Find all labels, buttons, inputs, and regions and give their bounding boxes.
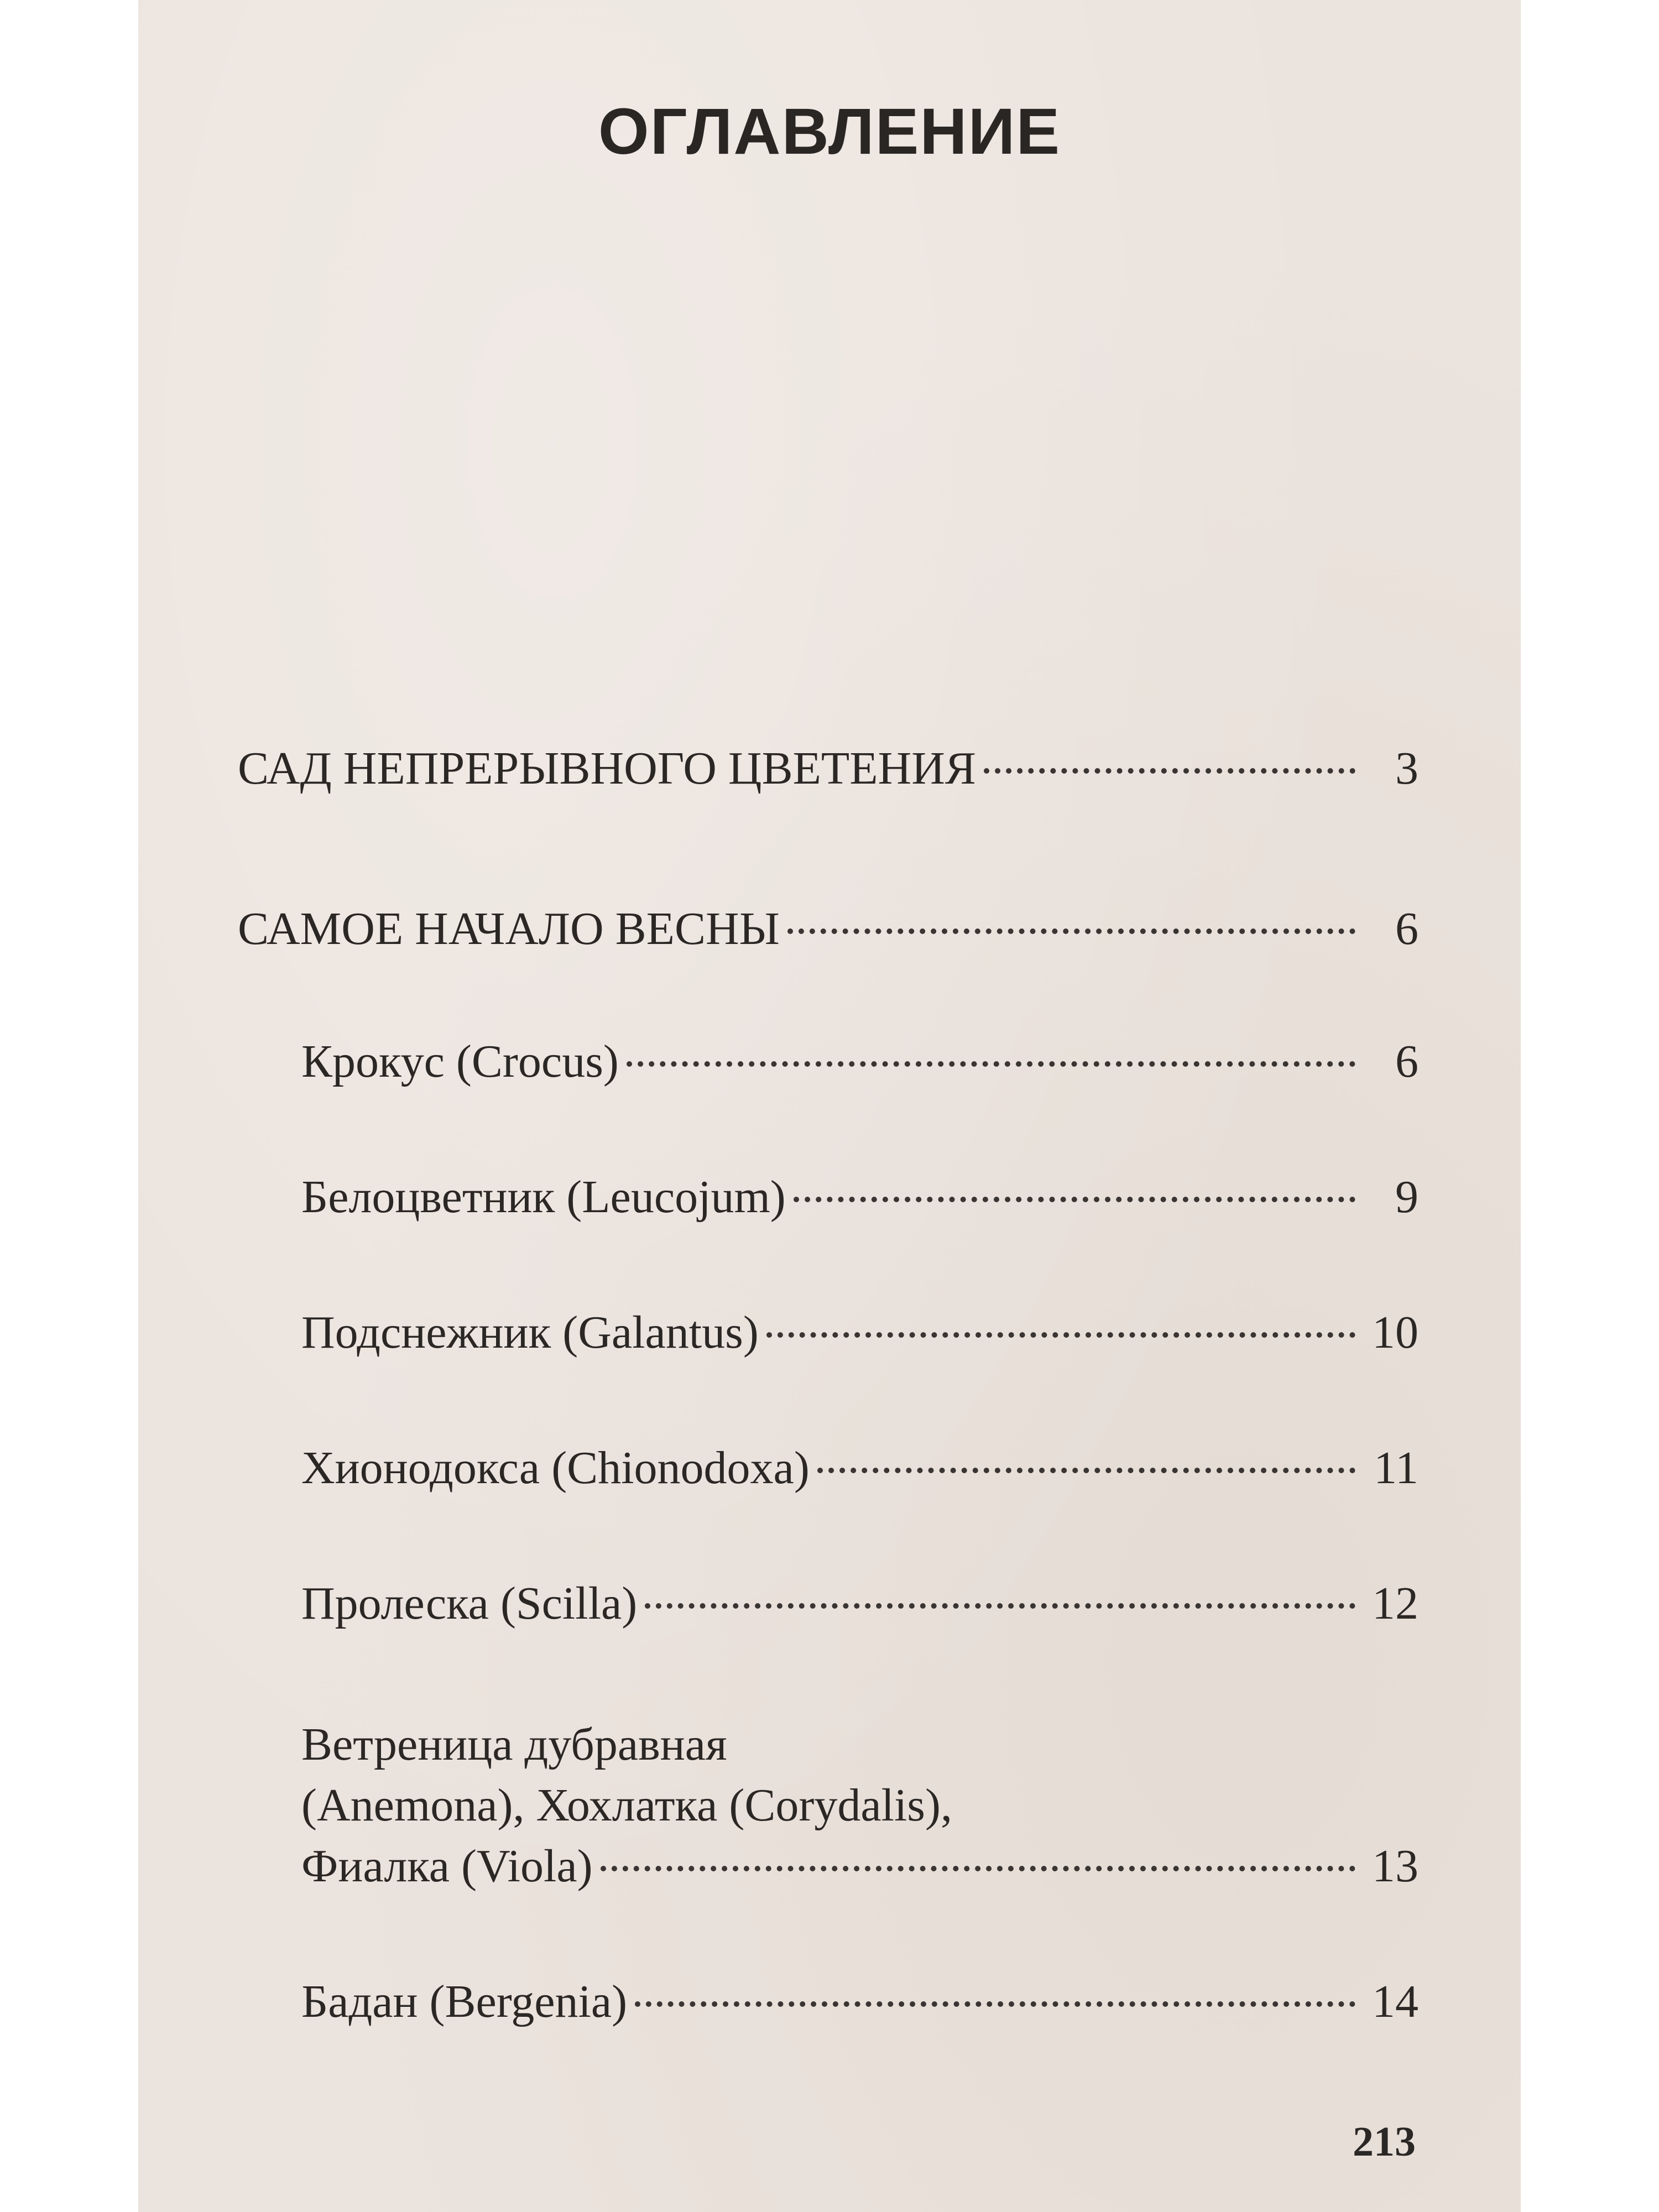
- toc-entry-page-number: 6: [1395, 1036, 1418, 1087]
- toc-entry-page-number: 11: [1374, 1442, 1418, 1494]
- toc-entry-label: Бадан (Bergenia): [301, 1976, 628, 2027]
- toc-entry-chionodoxa: [301, 1438, 1418, 1499]
- toc-entry-page-number: 3: [1395, 743, 1418, 794]
- dot-leader: [984, 768, 1355, 774]
- table-of-contents: [238, 0, 1418, 2212]
- toc-entry-label: Подснежник (Galantus): [301, 1307, 759, 1358]
- dot-leader: [817, 1468, 1355, 1473]
- toc-entry-page-number: 12: [1372, 1578, 1418, 1629]
- toc-entry-galantus: [301, 1302, 1418, 1363]
- toc-entry-page-number: 14: [1372, 1976, 1418, 2027]
- dot-leader: [645, 1603, 1355, 1609]
- toc-entry-section-1: [238, 738, 1418, 799]
- dot-leader: [787, 928, 1355, 934]
- toc-entry-crocus: [301, 1031, 1418, 1092]
- toc-entry-label: САМОЕ НАЧАЛО ВЕСНЫ: [238, 903, 780, 954]
- toc-entry-scilla: [301, 1573, 1418, 1634]
- dot-leader: [794, 1197, 1355, 1202]
- toc-entry-label-line-3: Фиалка (Viola): [301, 1840, 593, 1892]
- toc-entry-label: Хионодокса (Chionodoxa): [301, 1442, 810, 1494]
- toc-entry-bergenia: [301, 1971, 1418, 2032]
- toc-entry-label-line-1: Ветреница дубравная: [301, 1719, 727, 1770]
- toc-entry-page-number: 13: [1372, 1840, 1418, 1892]
- dot-leader: [635, 2001, 1355, 2007]
- toc-entry-label-line-2: (Anemona), Хохлатка (Corydalis),: [301, 1780, 952, 1831]
- dot-leader: [601, 1866, 1355, 1871]
- toc-entry-label: САД НЕПРЕРЫВНОГО ЦВЕТЕНИЯ: [238, 743, 976, 794]
- toc-entry-page-number: 6: [1395, 903, 1418, 954]
- toc-entry-label: Белоцветник (Leucojum): [301, 1171, 786, 1223]
- page-number-folio: 213: [1353, 2119, 1416, 2165]
- toc-entry-anemona-corydalis-viola: [301, 1714, 1418, 1897]
- toc-entry-leucojum: [301, 1167, 1418, 1228]
- toc-entry-label: Пролеска (Scilla): [301, 1578, 638, 1629]
- toc-entry-section-2: [238, 899, 1418, 959]
- toc-entry-page-number: 10: [1372, 1307, 1418, 1358]
- dot-leader: [766, 1332, 1355, 1338]
- dot-leader: [627, 1061, 1355, 1067]
- toc-entry-label: Крокус (Crocus): [301, 1036, 619, 1087]
- page-title: ОГЛАВЛЕНИЕ: [598, 95, 1061, 168]
- toc-entry-page-number: 9: [1395, 1171, 1418, 1223]
